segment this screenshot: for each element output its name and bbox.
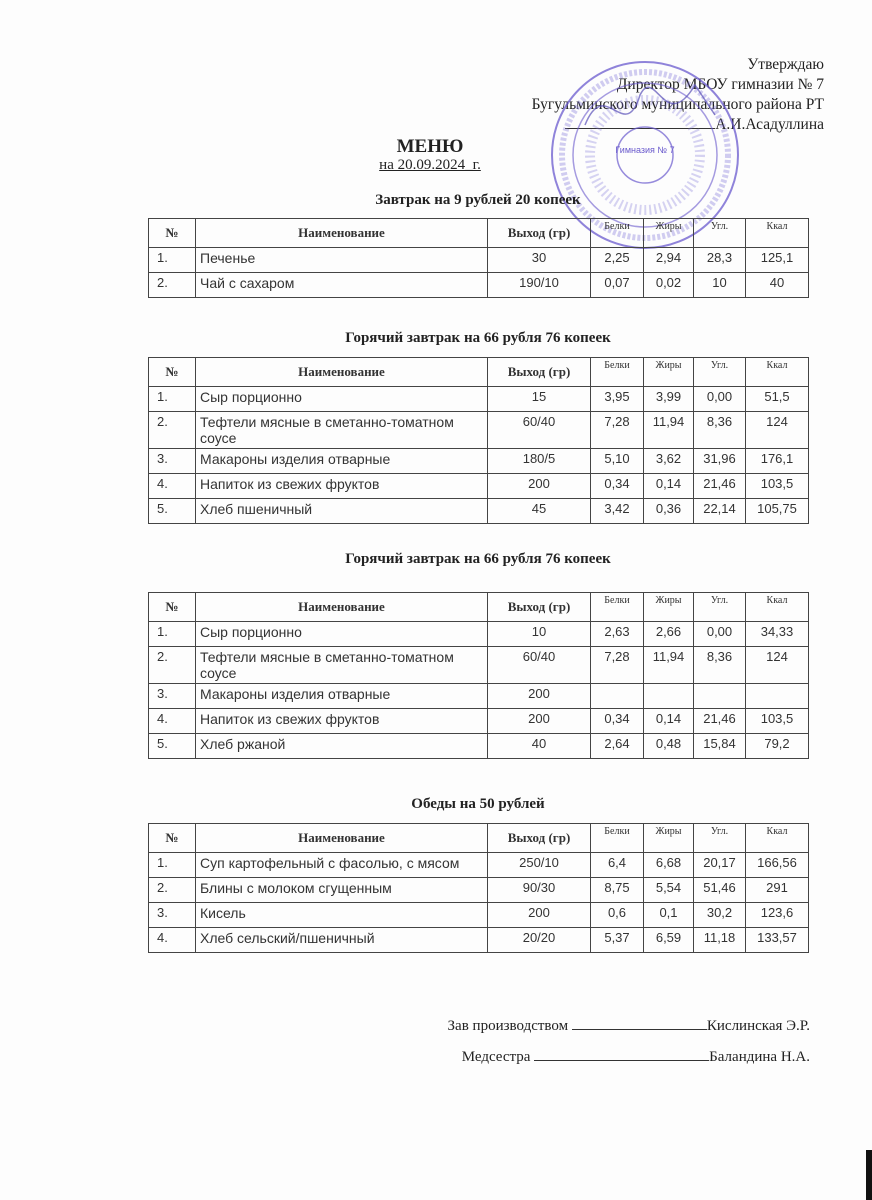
item-number: 5. [149,734,196,759]
item-fat: 2,94 [644,248,694,273]
item-fat: 2,66 [644,622,694,647]
column-header: Выход (гр) [488,358,591,387]
item-fat: 11,94 [644,412,694,449]
item-name: Чай с сахаром [196,273,488,298]
column-header: Белки [591,824,644,853]
item-kcal: 166,56 [746,853,809,878]
item-carbs: 0,00 [694,622,746,647]
item-fat: 5,54 [644,878,694,903]
item-number: 1. [149,622,196,647]
item-name: Суп картофельный с фасолью, с мясом [196,853,488,878]
table-header [149,219,809,248]
table-row [149,622,809,647]
column-header: Жиры [644,219,694,248]
table-row [149,734,809,759]
item-number: 2. [149,647,196,684]
signature-name: Баландина Н.А. [709,1049,810,1065]
item-protein: 0,34 [591,709,644,734]
item-carbs: 20,17 [694,853,746,878]
item-protein: 5,10 [591,449,644,474]
section-title: Обеды на 50 рублей [411,796,545,812]
item-yield: 190/10 [488,273,591,298]
column-header: Угл. [694,593,746,622]
item-fat: 0,02 [644,273,694,298]
item-carbs: 31,96 [694,449,746,474]
column-header: Наименование [196,824,488,853]
item-protein: 3,42 [591,499,644,524]
signature-role: Медсестра [461,1049,531,1065]
approval-line: Директор МБОУ гимназии № 7 [616,76,824,93]
column-header: Ккал [746,219,809,248]
item-number: 2. [149,412,196,449]
item-number: 4. [149,709,196,734]
item-protein: 7,28 [591,412,644,449]
item-carbs: 21,46 [694,474,746,499]
column-header: Белки [591,219,644,248]
item-protein: 7,28 [591,647,644,684]
item-protein: 2,63 [591,622,644,647]
item-number: 1. [149,853,196,878]
item-kcal: 79,2 [746,734,809,759]
item-yield: 90/30 [488,878,591,903]
item-yield: 15 [488,387,591,412]
item-fat: 0,1 [644,903,694,928]
menu-table [148,218,809,298]
item-carbs: 30,2 [694,903,746,928]
item-yield: 200 [488,903,591,928]
column-header: Жиры [644,593,694,622]
item-kcal: 40 [746,273,809,298]
item-yield: 20/20 [488,928,591,953]
item-yield: 30 [488,248,591,273]
column-header: Угл. [694,358,746,387]
table-header [149,824,809,853]
item-number: 3. [149,684,196,709]
item-carbs: 11,18 [694,928,746,953]
item-number: 2. [149,878,196,903]
approval-line: Бугульминского муниципального района РТ [531,96,824,113]
item-number: 5. [149,499,196,524]
item-carbs: 8,36 [694,412,746,449]
signature-row [448,1018,810,1035]
item-number: 1. [149,248,196,273]
item-kcal: 124 [746,412,809,449]
item-number: 4. [149,928,196,953]
menu-title: МЕНЮ [396,136,464,157]
item-kcal: 51,5 [746,387,809,412]
column-header: Белки [591,593,644,622]
item-yield: 60/40 [488,647,591,684]
column-header: Наименование [196,219,488,248]
column-header: Наименование [196,593,488,622]
item-name: Хлеб ржаной [196,734,488,759]
scan-edge [866,1150,872,1200]
item-fat [644,684,694,709]
item-fat: 11,94 [644,647,694,684]
table-row [149,853,809,878]
table-row [149,474,809,499]
column-header: № [149,358,196,387]
item-name: Кисель [196,903,488,928]
menu-table [148,823,809,953]
column-header: Выход (гр) [488,219,591,248]
item-kcal: 291 [746,878,809,903]
item-carbs: 10 [694,273,746,298]
item-kcal: 103,5 [746,474,809,499]
item-name: Печенье [196,248,488,273]
signature-line [534,1060,709,1061]
item-carbs: 28,3 [694,248,746,273]
item-carbs: 21,46 [694,709,746,734]
table-row [149,248,809,273]
item-protein: 2,25 [591,248,644,273]
item-protein: 8,75 [591,878,644,903]
item-name: Тефтели мясные в сметанно-томатном соусе [196,412,488,449]
menu-table [148,592,809,759]
item-carbs: 22,14 [694,499,746,524]
item-protein: 5,37 [591,928,644,953]
item-yield: 250/10 [488,853,591,878]
item-yield: 10 [488,622,591,647]
column-header: Ккал [746,824,809,853]
item-carbs [694,684,746,709]
item-kcal: 123,6 [746,903,809,928]
signature-line [572,1029,707,1030]
column-header: Выход (гр) [488,593,591,622]
item-yield: 180/5 [488,449,591,474]
item-fat: 0,14 [644,474,694,499]
item-fat: 0,48 [644,734,694,759]
item-kcal: 133,57 [746,928,809,953]
item-carbs: 8,36 [694,647,746,684]
column-header: № [149,824,196,853]
approval-line: Утверждаю [747,56,824,73]
item-name: Макароны изделия отварные [196,449,488,474]
table-header [149,593,809,622]
item-protein: 3,95 [591,387,644,412]
item-yield: 45 [488,499,591,524]
item-number: 2. [149,273,196,298]
column-header: Жиры [644,358,694,387]
signature-role: Зав производством [447,1018,569,1034]
item-kcal: 103,5 [746,709,809,734]
menu-table [148,357,809,524]
column-header: Ккал [746,593,809,622]
section-title: Горячий завтрак на 66 рубля 76 копеек [345,551,611,567]
column-header: Выход (гр) [488,824,591,853]
column-header: № [149,219,196,248]
item-carbs: 0,00 [694,387,746,412]
item-fat: 6,68 [644,853,694,878]
column-header: Угл. [694,824,746,853]
item-protein: 0,07 [591,273,644,298]
item-fat: 3,62 [644,449,694,474]
item-protein: 2,64 [591,734,644,759]
item-fat: 3,99 [644,387,694,412]
item-yield: 60/40 [488,412,591,449]
section-title: Завтрак на 9 рублей 20 копеек [375,192,581,208]
table-row [149,499,809,524]
signature-name: Кислинская Э.Р. [706,1018,810,1034]
table-header [149,358,809,387]
stamp-text: Гимназия № 7 [615,145,675,155]
item-name: Тефтели мясные в сметанно-томатном соусе [196,647,488,684]
table-row [149,709,809,734]
item-name: Напиток из свежих фруктов [196,709,488,734]
item-yield: 200 [488,709,591,734]
item-kcal: 105,75 [746,499,809,524]
item-fat: 0,36 [644,499,694,524]
column-header: Жиры [644,824,694,853]
item-protein: 0,34 [591,474,644,499]
item-name: Напиток из свежих фруктов [196,474,488,499]
item-number: 3. [149,449,196,474]
section-title: Горячий завтрак на 66 рубля 76 копеек [345,330,611,346]
item-name: Блины с молоком сгущенным [196,878,488,903]
signature-row [462,1049,810,1066]
table-row [149,647,809,684]
director-name: А.И.Асадуллина [715,116,824,133]
item-kcal: 176,1 [746,449,809,474]
table-row [149,273,809,298]
item-protein: 0,6 [591,903,644,928]
item-fat: 6,59 [644,928,694,953]
table-row [149,387,809,412]
table-row [149,449,809,474]
item-kcal: 124 [746,647,809,684]
item-yield: 40 [488,734,591,759]
table-row [149,903,809,928]
item-name: Сыр порционно [196,387,488,412]
item-name: Хлеб пшеничный [196,499,488,524]
item-fat: 0,14 [644,709,694,734]
item-name: Макароны изделия отварные [196,684,488,709]
item-kcal: 125,1 [746,248,809,273]
column-header: Угл. [694,219,746,248]
table-row [149,684,809,709]
column-header: Белки [591,358,644,387]
menu-date: на 20.09.2024_г. [379,157,481,173]
item-name: Хлеб сельский/пшеничный [196,928,488,953]
column-header: Ккал [746,358,809,387]
item-number: 3. [149,903,196,928]
item-protein: 6,4 [591,853,644,878]
item-name: Сыр порционно [196,622,488,647]
item-kcal [746,684,809,709]
item-protein [591,684,644,709]
item-carbs: 15,84 [694,734,746,759]
item-kcal: 34,33 [746,622,809,647]
table-row [149,928,809,953]
table-row [149,412,809,449]
table-row [149,878,809,903]
item-yield: 200 [488,474,591,499]
item-carbs: 51,46 [694,878,746,903]
item-number: 4. [149,474,196,499]
item-number: 1. [149,387,196,412]
column-header: № [149,593,196,622]
item-yield: 200 [488,684,591,709]
column-header: Наименование [196,358,488,387]
